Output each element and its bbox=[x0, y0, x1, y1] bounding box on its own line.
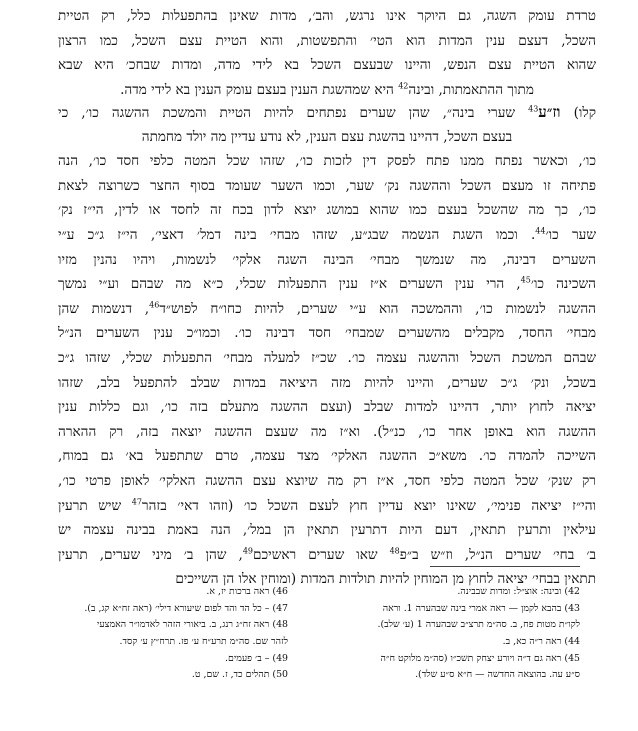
text-line: יציאה לחוץ יותר, דהיינו למדות שבלב (ועצם ההשגה מתעלם בזה כו׳, וגם כללות ענין bbox=[58, 399, 596, 416]
text-line: השכל, דעצם ענין המדות הוא הטי׳ והתפשטות, והוא הטיית עצם השכל, כמו הרצון bbox=[58, 32, 596, 49]
text-line: שבהם המשכת השכל וההשגה עצמה כו׳. שכ״ז למעלה מבחי׳ התפעלות שכלי, שזהו ג״כ bbox=[58, 349, 596, 366]
text-line: השייכה להמדה כו׳. משא״כ ההשגה האלקי׳ מצד עצמה, טרם שתתפעל בא׳ גם במוח, bbox=[58, 448, 596, 465]
text-line: שהוא הטיית עצם הנפש, והיינו שבעצם השכל בא לידי מדה, ומדות שבחכ׳ היא שבא bbox=[58, 57, 596, 74]
footnote: 45) ראה גם ד״ה ויורע יצחק תשכ״ו (סה״מ מלוקט ח״ה bbox=[380, 652, 580, 664]
footnote: 49) – ב׳ פעמים. bbox=[225, 652, 288, 664]
paragraph-continuation bbox=[58, 4, 596, 102]
text-line: מתוך ההתאמתות, ובינה$^{42}$ היא שמהשגת הענין בעצם עומק הענין בא לידי מדה. bbox=[120, 81, 534, 98]
footnote-ref: 48 bbox=[389, 546, 400, 556]
text-line: עילאין ותרעין תתאין, דעם היות דתרעין תתאין הן במל׳, הנה באמת בבינה עצמה יש bbox=[58, 522, 596, 539]
text-line: השערים דבינה, מה שנמשך מבחי׳ הבינה השגה אלקי׳ לנשמות, ויהיו נהנין מזיו bbox=[58, 251, 596, 268]
footnote-divider bbox=[430, 566, 580, 567]
footnote: לקו״ת מטות פח, ב. סה״מ תרצ״ב שבהערה 1 (ע׳ שלב). bbox=[377, 619, 580, 631]
footnotes-left-column bbox=[48, 584, 288, 684]
footnote: 48) ראה זח״ג רנג, ב. ביאורי הזהר לאדמו״ר האמצעי bbox=[96, 619, 288, 631]
footnote: 46) ראה ברכות יז, א. bbox=[206, 586, 288, 597]
text-line: בעצם השכל, דהיינו בהשגת עצם הענין, לא נודע עדיין מה יולד מחמתה bbox=[141, 128, 513, 145]
text-line: תתאין בבחי׳ יציאה לחוץ מן המוחין להיות תולדות המדות (ומוחין אלו הן השייכים bbox=[175, 571, 596, 588]
footnotes-right-column bbox=[308, 584, 580, 684]
text-line: רק שנק׳ שכל המטה כלפי חסד, א״ז רק מה שיוצא עצם ההשגה האלקי׳ לאופן פרטי כו׳, bbox=[58, 472, 596, 489]
text-line: כו׳, כך מה שהשכל בעצם כמו שהוא במושג יוצא לדון בכח זה לחסד או לדין, הי״ז נק׳ bbox=[58, 202, 596, 219]
footnote-ref: 44 bbox=[535, 226, 546, 236]
footnote-ref: 45 bbox=[520, 275, 531, 285]
text-line: פתיחה זו מעצם השכל וההשגה נק׳ שער, וכמו השער שעומד בסוף החצר כשרוצה לצאת bbox=[58, 177, 596, 194]
footnote-ref: 42 bbox=[398, 81, 409, 91]
footnote: 43) בהבא לקמן — ראה אמרי בינה שבהערה 1. וראה bbox=[382, 602, 580, 614]
text-line: ההשגה לנשמות כו׳, וההמשכה הוא ע״י שערים, להיות כחו״ח לפוש״ד$^{46}$, דנשמות שהן bbox=[58, 300, 596, 317]
footnote: 44) ראה ר״ה כא, ב. bbox=[502, 636, 580, 648]
footnote-ref: 47 bbox=[131, 496, 142, 506]
text-line: ב׳ בחי׳ שערים הנ״ל, וז״ש ב״פ$^{48}$ שאו שערים ראשיכם$^{49}$, שהן ב׳ מיני שערים, תרעין bbox=[58, 546, 596, 563]
text-line: בשכל, ונק׳ ג״כ שערים, והיינו להיות מזה היציאה במדות שבלב להתפעל בלב, שזהו bbox=[58, 374, 596, 391]
paragraph-136 bbox=[58, 100, 596, 592]
footnote: 50) תהלים כד, ז. שם, ט. bbox=[191, 669, 288, 681]
footnote: 47) – כל הד והד לפום שיעורא דילי׳ (ראה זח״א קג, ב). bbox=[84, 602, 288, 614]
footnote: 42) ובינה: אוצ״ל: ומדות שבבינה. bbox=[457, 586, 580, 597]
text-line: קלו) וז״ע$^{43}$ שערי בינה״, שהן שערים נפתחים להיות הטיית והמשכת ההשגה כו׳, כי bbox=[58, 103, 596, 121]
text-line: והי״ז יציאה פנימי׳, שאינו יוצא עדיין חוץ לעצם השכל כו׳ (וזהו דאי׳ בזהר$^{47}$ שיש תרעין bbox=[58, 496, 596, 514]
text-line: השכינה כו׳$^{45}$, הרי ענין השערים א״ז ענין התפעלות שכלי, כ״א מה שבהם וע״י נמשך bbox=[58, 275, 596, 293]
text-line: טרדת עומק השגה, גם היוקר אינו נרגש, והב׳, מדות שאינן בהתפעלות כלל, רק הטיית bbox=[58, 8, 596, 24]
text-line: מבחי׳ החסד, מקבלים מהשערים שמבחי׳ חסד דבינה כו׳. וכמו״כ ענין השערים הנ״ל bbox=[58, 325, 596, 342]
text-line: שער כו׳$^{44}$. וכמו השגת הנשמה שבג״ע, שזהו מבחי׳ בינה דמל׳ דאצי׳, הי״ז ג״כ ע״י bbox=[58, 226, 596, 243]
footnote-ref: 49 bbox=[242, 546, 253, 556]
footnote-ref: 46 bbox=[149, 300, 160, 310]
footnote: ס״ע עה. בהוצאה החדשה — ח״א ס״ע שלד). bbox=[415, 669, 580, 681]
text-line: כו׳, וכאשר נפתח ממנו פתח לפסק דין לזכות כו׳, שזהו שכל המטה כלפי חסד כו׳, הנה bbox=[58, 153, 596, 170]
text-line: ההשגה הוא באופן אחר כו׳, כנ״ל). וא״ז מה שעצם ההשגה יוצאה בזה, רק ההארה bbox=[58, 423, 596, 440]
footnote-ref: 43 bbox=[528, 104, 539, 114]
bold-keyword: וז״ע bbox=[538, 103, 561, 121]
footnote: לזהר שם. סה״מ תרע״ח ע׳ פז. תרח״ץ ע׳ קסד. bbox=[119, 636, 288, 648]
